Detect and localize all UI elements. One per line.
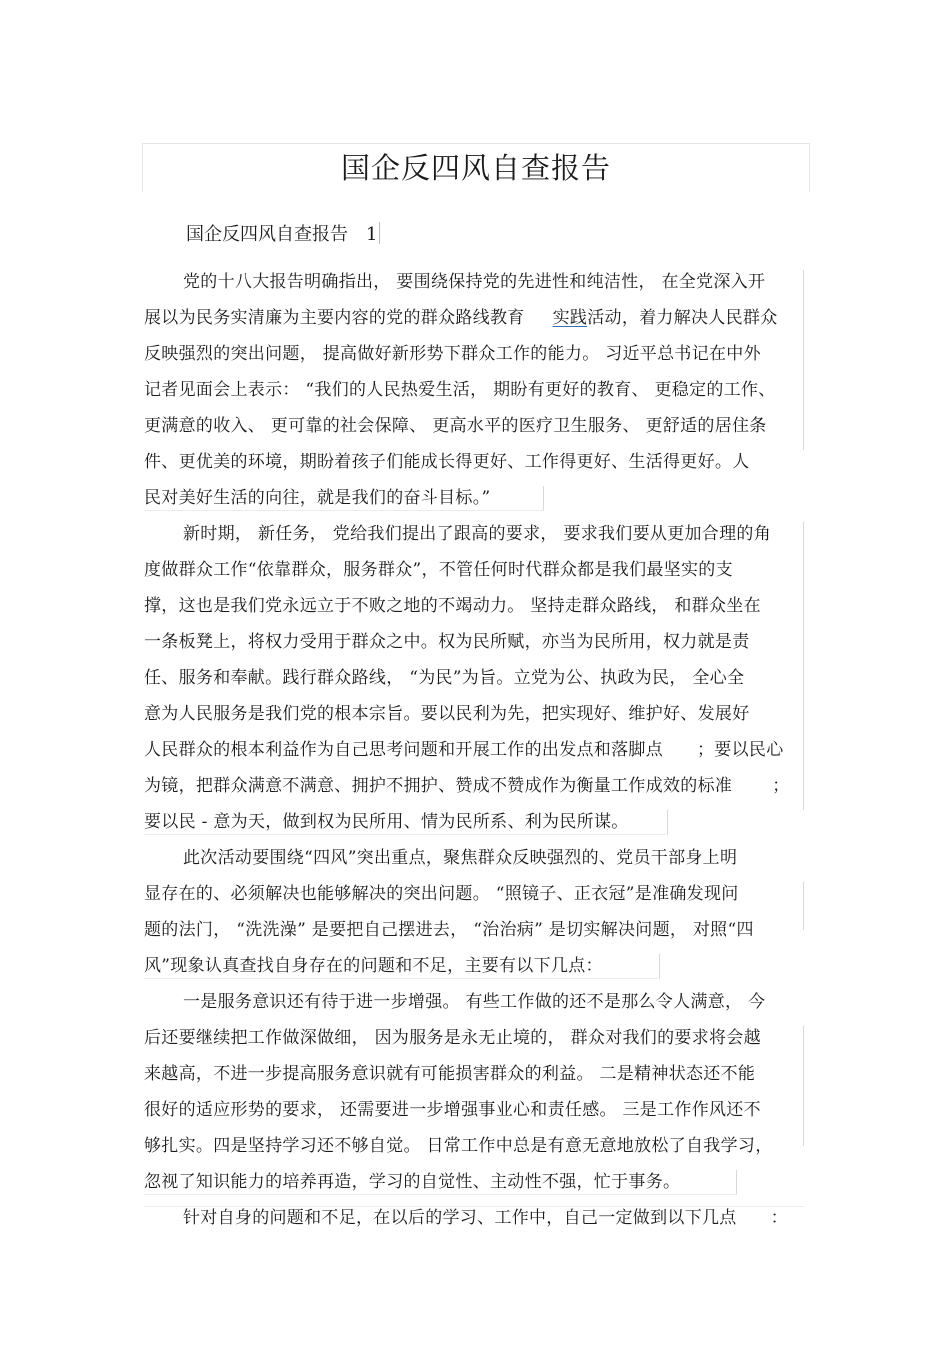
margin-guide bbox=[803, 1026, 804, 1146]
line-text: ： bbox=[770, 1208, 788, 1228]
paragraph-line: 更满意的收入、 更可靠的社会保障、 更高水平的医疗卫生服务、 更舒适的居住条 bbox=[144, 416, 767, 436]
paragraph-line: 题的法门， “洗洗澡” 是要把自己摆进去， “治治病” 是切实解决问题， 对照“四 bbox=[144, 920, 754, 940]
margin-guide bbox=[736, 1170, 737, 1194]
paragraph-line: 来越高，不进一步提高服务意识就有可能损害群众的利益。 二是精神状态还不能 bbox=[144, 1064, 756, 1084]
paragraph-line: 任、服务和奉献。践行群众路线， “为民”为旨。立党为公、执政为民， 全心全 bbox=[144, 668, 745, 688]
paragraph-line bbox=[144, 738, 784, 762]
line-guide bbox=[144, 1206, 804, 1207]
margin-guide bbox=[803, 882, 804, 930]
paragraph-line: 意为人民服务是我们党的根本宗旨。要以民利为先，把实现好、维护好、发展好 bbox=[144, 704, 750, 724]
paragraph-line: 反映强烈的突出问题， 提高做好新形势下群众工作的能力。 习近平总书记在中外 bbox=[144, 344, 761, 364]
paragraph-line: 很好的适应形势的要求， 还需要进一步增强事业心和责任感。 三是工作作风还不 bbox=[144, 1100, 761, 1120]
line-guide bbox=[144, 1194, 737, 1195]
paragraph-line: 一是服务意识还有待于进一步增强。 有些工作做的还不是那么令人满意， 今 bbox=[183, 992, 766, 1012]
paragraph-line: 此次活动要围绕“四风”突出重点，聚焦群众反映强烈的、党员干部身上明 bbox=[183, 848, 738, 868]
paragraph-line bbox=[144, 306, 778, 330]
line-text: 展以为民务实清廉为主要内容的党的群众路线教育 bbox=[144, 308, 525, 328]
paragraph-line: 新时期， 新任务， 党给我们提出了跟高的要求， 要求我们要从更加合理的角 bbox=[183, 524, 772, 544]
practice-link[interactable]: 实践 bbox=[552, 308, 588, 328]
paragraph-line bbox=[144, 774, 790, 798]
line-text: ； bbox=[772, 776, 790, 796]
line-guide bbox=[144, 834, 668, 835]
paragraph-line: 忽视了知识能力的培养再造，学习的自觉性、主动性不强，忙于事务。 bbox=[144, 1172, 681, 1192]
paragraph-line: 度做群众工作“依靠群众，服务群众”，不管任何时代群众都是我们最坚实的支 bbox=[144, 560, 733, 580]
paragraph-line: 件、更优美的环境，期盼着孩子们能成长得更好、工作得更好、生活得更好。人 bbox=[144, 452, 750, 472]
paragraph-line: 撑，这也是我们党永远立于不败之地的不竭动力。 坚持走群众路线， 和群众坐在 bbox=[144, 596, 761, 616]
paragraph-line: 后还要继续把工作做深做细， 因为服务是永无止境的， 群众对我们的要求将会越 bbox=[144, 1028, 761, 1048]
paragraph-line bbox=[183, 1206, 788, 1230]
page-title: 国企反四风自查报告 bbox=[340, 151, 611, 185]
margin-guide bbox=[659, 954, 660, 978]
text-cursor-icon bbox=[379, 222, 380, 244]
paragraph-line: 要以民 - 意为天，做到权为民所用、情为民所系、利为民所谋。 bbox=[144, 812, 629, 832]
margin-guide bbox=[543, 486, 544, 510]
paragraph-line: 够扎实。四是坚持学习还不够自觉。 日常工作中总是有意无意地放松了自我学习， bbox=[144, 1136, 773, 1156]
line-text: ；要以民心 bbox=[697, 740, 784, 760]
title-box bbox=[142, 143, 810, 192]
subtitle-text: 国企反四风自查报告 bbox=[186, 224, 348, 245]
paragraph-line: 党的十八大报告明确指出， 要围绕保持党的先进性和纯洁性， 在全党深入开 bbox=[183, 272, 766, 292]
paragraph-line: 记者见面会上表示： “我们的人民热爱生活， 期盼有更好的教育、 更稳定的工作、 bbox=[144, 380, 776, 400]
paragraph-line: 风”现象认真查找自身存在的问题和不足，主要有以下几点： bbox=[144, 956, 603, 976]
line-guide bbox=[144, 978, 660, 979]
line-text: 针对自身的问题和不足，在以后的学习、工作中，自己一定做到以下几点 bbox=[183, 1208, 737, 1228]
paragraph-line: 一条板凳上，将权力受用于群众之中。权为民所赋，亦当为民所用，权力就是责 bbox=[144, 632, 750, 652]
subtitle-number: 1 bbox=[366, 224, 378, 245]
line-guide bbox=[144, 510, 544, 511]
paragraph-line: 显存在的、必须解决也能够解决的突出问题。 “照镜子、正衣冠”是准确发现问 bbox=[144, 884, 739, 904]
margin-guide bbox=[803, 270, 804, 450]
line-text: 活动，着力解决人民群众 bbox=[587, 308, 778, 328]
subtitle bbox=[186, 222, 380, 248]
margin-guide bbox=[803, 522, 804, 810]
margin-guide bbox=[667, 810, 668, 834]
line-text: 人民群众的根本利益作为自己思考问题和开展工作的出发点和落脚点 bbox=[144, 740, 663, 760]
line-text: 为镜，把群众满意不满意、拥护不拥护、赞成不赞成作为衡量工作成效的标准 bbox=[144, 776, 733, 796]
paragraph-line: 民对美好生活的向往，就是我们的奋斗目标。” bbox=[144, 488, 491, 508]
